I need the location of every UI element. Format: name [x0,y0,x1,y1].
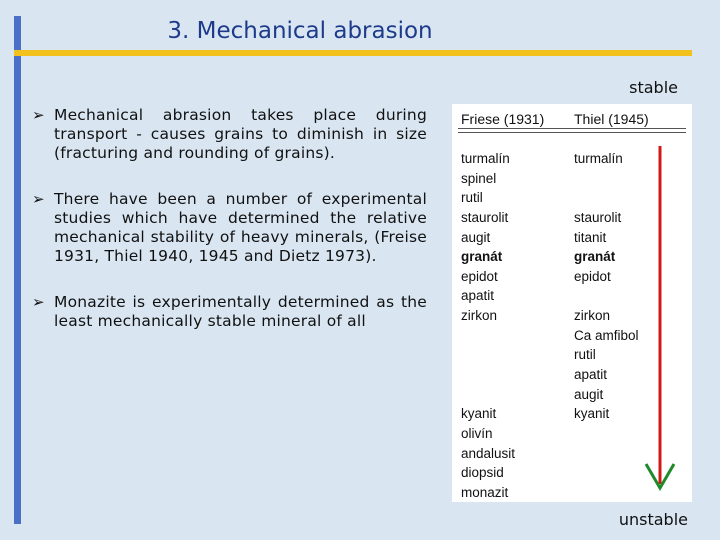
friese-mineral: monazit [461,485,509,500]
friese-mineral: spinel [461,171,497,186]
unstable-label: unstable [618,510,688,529]
friese-mineral: augit [461,230,491,245]
stable-label: stable [629,78,678,97]
bullet-text: There have been a number of experimental studies which have determined the relative mechanical stability of heavy minerals, (Freise 1931, Thiel 1940, 1945 and Dietz 1973). [54,190,427,265]
slide-title: 3. Mechanical abrasion [167,18,433,44]
thiel-mineral: kyanit [574,406,610,421]
header-rule [458,128,686,129]
title-underline-bar [14,50,692,56]
friese-mineral: staurolit [461,210,509,225]
thiel-mineral: rutil [574,347,596,362]
thiel-mineral: staurolit [574,210,622,225]
thiel-mineral: Ca amfibol [574,328,639,343]
bullet-text: Monazite is experimentally determined as the least mechanically stable mineral of all [54,293,427,330]
column-header-friese: Friese (1931) [461,111,545,127]
header-rule [458,132,686,133]
bullet-list [32,106,427,358]
thiel-mineral: augit [574,387,604,402]
friese-mineral: andalusit [461,446,516,461]
friese-mineral: apatit [461,288,495,303]
friese-mineral: olivín [461,426,493,441]
bullet-item [32,106,427,163]
friese-mineral: turmalín [461,151,510,166]
arrow-bullet-icon: ➢ [32,293,45,311]
bullet-item [32,190,427,266]
bullet-text: Mechanical abrasion takes place during transport - causes grains to diminish in size (fracturing and rounding of grains). [54,106,427,162]
column-header-thiel: Thiel (1945) [574,111,649,127]
bullet-item [32,293,427,331]
thiel-mineral: epidot [574,269,611,284]
thiel-mineral: titanit [574,230,607,245]
left-accent-bar [14,16,21,524]
stability-arrow-icon [640,146,680,498]
thiel-mineral: zirkon [574,308,611,323]
thiel-mineral: turmalín [574,151,623,166]
friese-mineral: granát [461,249,503,264]
thiel-mineral: apatit [574,367,608,382]
friese-mineral: kyanit [461,406,497,421]
arrow-bullet-icon: ➢ [32,106,45,124]
friese-mineral: zirkon [461,308,498,323]
friese-mineral: epidot [461,269,498,284]
friese-mineral: rutil [461,190,483,205]
friese-mineral: diopsid [461,465,504,480]
thiel-mineral: granát [574,249,616,264]
arrow-bullet-icon: ➢ [32,190,45,208]
